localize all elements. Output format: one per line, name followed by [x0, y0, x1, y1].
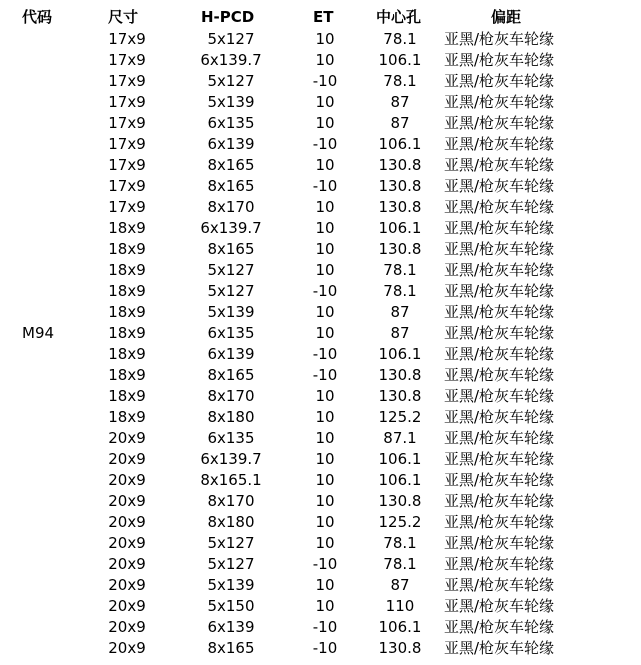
cell-center-bore: 87: [390, 576, 410, 594]
cell-et: 10: [315, 387, 335, 405]
cell-pcd: 5x139: [207, 576, 255, 594]
cell-center-bore: 106.1: [378, 219, 422, 237]
table-row: [0, 344, 641, 365]
table-row: [0, 239, 641, 260]
table-row: [0, 512, 641, 533]
cell-et: -10: [312, 345, 338, 363]
cell-pcd: 8x165: [207, 240, 255, 258]
cell-et: -10: [312, 639, 338, 657]
table-row: [0, 92, 641, 113]
cell-center-bore: 87.1: [383, 429, 417, 447]
cell-finish: 亚黑/枪灰车轮缘: [444, 30, 555, 48]
cell-et: 10: [315, 408, 335, 426]
cell-finish: 亚黑/枪灰车轮缘: [444, 366, 555, 384]
cell-pcd: 8x180: [207, 513, 255, 531]
cell-pcd: 8x170: [207, 492, 255, 510]
table-row: [0, 533, 641, 554]
cell-center-bore: 130.8: [378, 639, 422, 657]
cell-et: 10: [315, 513, 335, 531]
cell-et: -10: [312, 282, 338, 300]
cell-center-bore: 110: [385, 597, 415, 615]
table-row: [0, 302, 641, 323]
cell-finish: 亚黑/枪灰车轮缘: [444, 345, 555, 363]
cell-size: 20x9: [108, 471, 146, 489]
cell-center-bore: 78.1: [383, 282, 417, 300]
cell-size: 18x9: [108, 324, 146, 342]
cell-et: -10: [312, 135, 338, 153]
cell-pcd: 5x127: [207, 30, 255, 48]
table-row: [0, 596, 641, 617]
cell-size: 20x9: [108, 513, 146, 531]
cell-center-bore: 130.8: [378, 177, 422, 195]
cell-et: 10: [315, 93, 335, 111]
cell-size: 18x9: [108, 366, 146, 384]
header-center-bore: 中心孔: [376, 8, 422, 26]
table-row: [0, 71, 641, 92]
cell-pcd: 5x127: [207, 555, 255, 573]
cell-finish: 亚黑/枪灰车轮缘: [444, 534, 555, 552]
table-row: [0, 407, 641, 428]
cell-pcd: 6x139: [207, 135, 255, 153]
cell-finish: 亚黑/枪灰车轮缘: [444, 429, 555, 447]
cell-center-bore: 87: [390, 303, 410, 321]
cell-et: 10: [315, 492, 335, 510]
cell-finish: 亚黑/枪灰车轮缘: [444, 492, 555, 510]
cell-finish: 亚黑/枪灰车轮缘: [444, 198, 555, 216]
table-row: [0, 491, 641, 512]
cell-finish: 亚黑/枪灰车轮缘: [444, 576, 555, 594]
cell-et: 10: [315, 534, 335, 552]
cell-size: 20x9: [108, 429, 146, 447]
cell-et: 10: [315, 51, 335, 69]
cell-finish: 亚黑/枪灰车轮缘: [444, 639, 555, 657]
cell-size: 17x9: [108, 135, 146, 153]
cell-et: 10: [315, 114, 335, 132]
cell-center-bore: 106.1: [378, 51, 422, 69]
cell-pcd: 6x139.7: [200, 450, 262, 468]
table-row: [0, 29, 641, 50]
cell-et: 10: [315, 156, 335, 174]
table-row: [0, 176, 641, 197]
cell-finish: 亚黑/枪灰车轮缘: [444, 303, 555, 321]
cell-finish: 亚黑/枪灰车轮缘: [444, 240, 555, 258]
cell-size: 18x9: [108, 261, 146, 279]
cell-pcd: 8x170: [207, 198, 255, 216]
table-row: [0, 113, 641, 134]
header-size: 尺寸: [108, 8, 139, 26]
cell-et: 10: [315, 261, 335, 279]
cell-center-bore: 78.1: [383, 555, 417, 573]
table-row: [0, 428, 641, 449]
cell-size: 20x9: [108, 597, 146, 615]
cell-finish: 亚黑/枪灰车轮缘: [444, 177, 555, 195]
cell-pcd: 8x165: [207, 366, 255, 384]
table-row: [0, 197, 641, 218]
cell-size: 20x9: [108, 618, 146, 636]
cell-finish: 亚黑/枪灰车轮缘: [444, 261, 555, 279]
cell-pcd: 6x139.7: [200, 219, 262, 237]
table-row: [0, 554, 641, 575]
table-row: [0, 155, 641, 176]
table-row: [0, 281, 641, 302]
cell-pcd: 6x135: [207, 324, 255, 342]
cell-et: 10: [315, 219, 335, 237]
cell-finish: 亚黑/枪灰车轮缘: [444, 156, 555, 174]
cell-finish: 亚黑/枪灰车轮缘: [444, 282, 555, 300]
cell-pcd: 6x139: [207, 618, 255, 636]
cell-et: -10: [312, 177, 338, 195]
cell-et: 10: [315, 471, 335, 489]
cell-center-bore: 106.1: [378, 471, 422, 489]
cell-pcd: 5x127: [207, 72, 255, 90]
cell-pcd: 5x139: [207, 303, 255, 321]
spec-table-body: [0, 29, 641, 659]
cell-finish: 亚黑/枪灰车轮缘: [444, 513, 555, 531]
cell-size: 18x9: [108, 240, 146, 258]
cell-size: 18x9: [108, 303, 146, 321]
cell-center-bore: 78.1: [383, 261, 417, 279]
cell-et: -10: [312, 555, 338, 573]
header-offset: 偏距: [491, 8, 522, 26]
table-row: [0, 386, 641, 407]
header-pcd: H-PCD: [201, 8, 255, 26]
cell-finish: 亚黑/枪灰车轮缘: [444, 51, 555, 69]
cell-size: 17x9: [108, 93, 146, 111]
cell-et: 10: [315, 240, 335, 258]
table-row: [0, 323, 641, 344]
cell-size: 17x9: [108, 198, 146, 216]
cell-center-bore: 130.8: [378, 366, 422, 384]
cell-size: 18x9: [108, 282, 146, 300]
cell-et: -10: [312, 618, 338, 636]
cell-finish: 亚黑/枪灰车轮缘: [444, 597, 555, 615]
cell-size: 20x9: [108, 576, 146, 594]
cell-center-bore: 87: [390, 324, 410, 342]
table-row: [0, 260, 641, 281]
cell-center-bore: 87: [390, 93, 410, 111]
cell-center-bore: 130.8: [378, 240, 422, 258]
cell-et: 10: [315, 303, 335, 321]
table-row: [0, 134, 641, 155]
cell-pcd: 6x135: [207, 429, 255, 447]
cell-center-bore: 106.1: [378, 618, 422, 636]
cell-finish: 亚黑/枪灰车轮缘: [444, 450, 555, 468]
table-row: [0, 218, 641, 239]
header-et: ET: [313, 8, 334, 26]
cell-finish: 亚黑/枪灰车轮缘: [444, 93, 555, 111]
table-row: [0, 449, 641, 470]
cell-et: 10: [315, 597, 335, 615]
cell-center-bore: 125.2: [378, 408, 422, 426]
cell-center-bore: 130.8: [378, 492, 422, 510]
cell-center-bore: 106.1: [378, 450, 422, 468]
table-row: [0, 575, 641, 596]
cell-finish: 亚黑/枪灰车轮缘: [444, 555, 555, 573]
cell-pcd: 5x150: [207, 597, 255, 615]
cell-size: 17x9: [108, 30, 146, 48]
cell-size: 17x9: [108, 51, 146, 69]
cell-et: -10: [312, 366, 338, 384]
cell-size: 20x9: [108, 639, 146, 657]
cell-finish: 亚黑/枪灰车轮缘: [444, 408, 555, 426]
cell-center-bore: 87: [390, 114, 410, 132]
cell-size: 18x9: [108, 345, 146, 363]
cell-center-bore: 106.1: [378, 345, 422, 363]
cell-size: 17x9: [108, 177, 146, 195]
cell-center-bore: 78.1: [383, 534, 417, 552]
table-row: [0, 470, 641, 491]
cell-size: 20x9: [108, 492, 146, 510]
cell-finish: 亚黑/枪灰车轮缘: [444, 324, 555, 342]
cell-finish: 亚黑/枪灰车轮缘: [444, 114, 555, 132]
cell-pcd: 5x127: [207, 534, 255, 552]
cell-et: 10: [315, 30, 335, 48]
cell-pcd: 5x139: [207, 93, 255, 111]
cell-finish: 亚黑/枪灰车轮缘: [444, 387, 555, 405]
cell-center-bore: 130.8: [378, 198, 422, 216]
cell-et: 10: [315, 429, 335, 447]
cell-center-bore: 130.8: [378, 387, 422, 405]
cell-size: 18x9: [108, 408, 146, 426]
cell-size: 17x9: [108, 114, 146, 132]
cell-pcd: 8x180: [207, 408, 255, 426]
cell-finish: 亚黑/枪灰车轮缘: [444, 135, 555, 153]
cell-center-bore: 130.8: [378, 156, 422, 174]
cell-et: 10: [315, 576, 335, 594]
cell-pcd: 8x165.1: [200, 471, 262, 489]
cell-pcd: 6x139: [207, 345, 255, 363]
cell-pcd: 8x165: [207, 177, 255, 195]
cell-finish: 亚黑/枪灰车轮缘: [444, 72, 555, 90]
cell-size: 20x9: [108, 555, 146, 573]
cell-pcd: 8x170: [207, 387, 255, 405]
table-row: [0, 365, 641, 386]
table-row: [0, 638, 641, 659]
cell-size: 17x9: [108, 72, 146, 90]
cell-size: 20x9: [108, 534, 146, 552]
cell-finish: 亚黑/枪灰车轮缘: [444, 219, 555, 237]
cell-pcd: 6x135: [207, 114, 255, 132]
cell-center-bore: 78.1: [383, 30, 417, 48]
cell-et: 10: [315, 198, 335, 216]
cell-finish: 亚黑/枪灰车轮缘: [444, 618, 555, 636]
table-row: [0, 617, 641, 638]
cell-center-bore: 78.1: [383, 72, 417, 90]
header-code: 代码: [22, 8, 53, 26]
cell-center-bore: 106.1: [378, 135, 422, 153]
cell-center-bore: 125.2: [378, 513, 422, 531]
cell-pcd: 6x139.7: [200, 51, 262, 69]
cell-size: 20x9: [108, 450, 146, 468]
cell-size: 17x9: [108, 156, 146, 174]
product-code: M94: [22, 324, 55, 342]
cell-finish: 亚黑/枪灰车轮缘: [444, 471, 555, 489]
cell-pcd: 5x127: [207, 282, 255, 300]
table-row: [0, 50, 641, 71]
cell-size: 18x9: [108, 387, 146, 405]
cell-size: 18x9: [108, 219, 146, 237]
cell-et: -10: [312, 72, 338, 90]
cell-et: 10: [315, 450, 335, 468]
cell-pcd: 5x127: [207, 261, 255, 279]
cell-et: 10: [315, 324, 335, 342]
cell-pcd: 8x165: [207, 156, 255, 174]
cell-pcd: 8x165: [207, 639, 255, 657]
